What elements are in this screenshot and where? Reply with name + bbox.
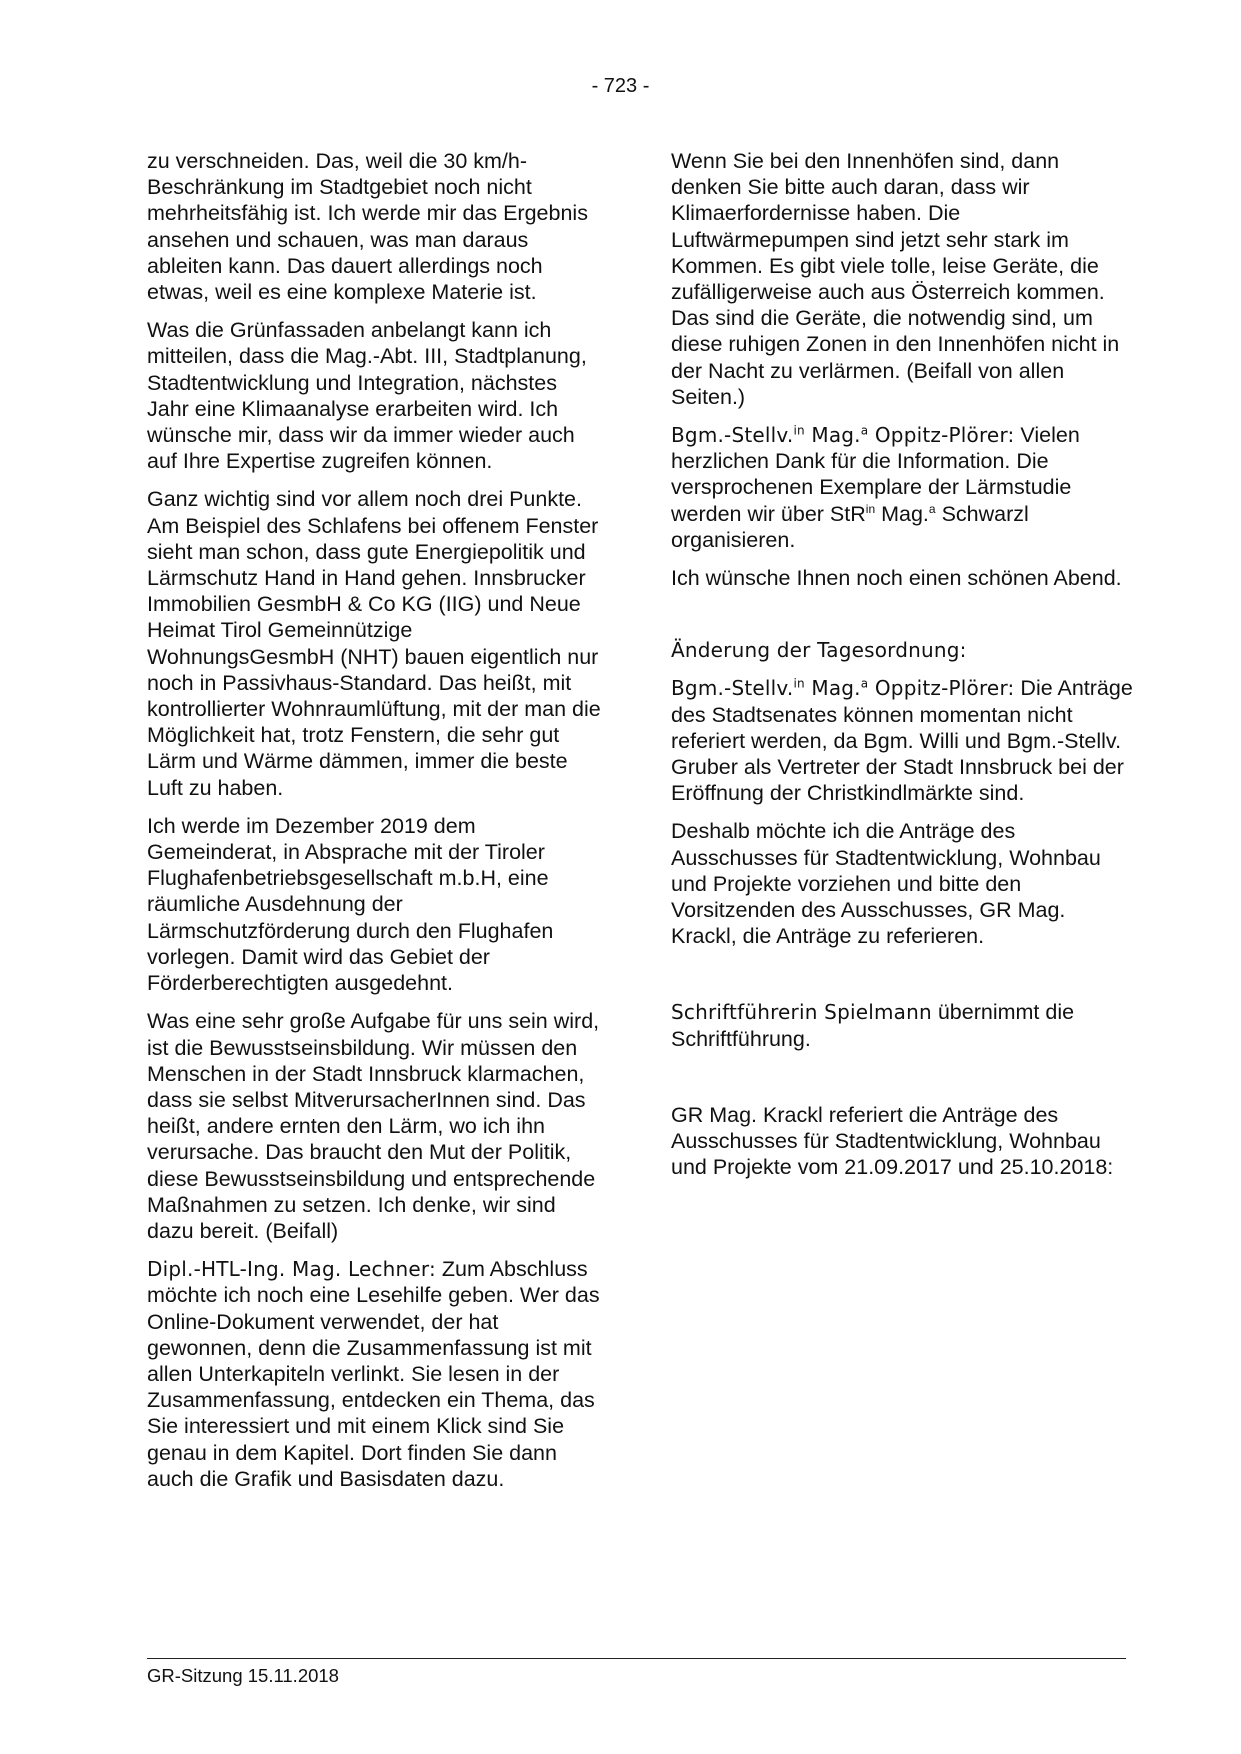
paragraph <box>671 675 1133 806</box>
paragraph: Wenn Sie bei den Innenhöfen sind, dann denken Sie bitte auch daran, dass wir Klimaerfordernisse haben. Die Luftwärmepumpen sind jetzt sehr stark im Kommen. Es gibt viele tolle, leise Geräte, die zufälligerweise auch aus Österreich kommen. Das sind die Geräte, die notwendig sind, um diese ruhigen Zonen in den Innenhöfen nicht in der Nacht zu verlärmen. (Beifall von allen Seiten.) <box>671 149 1120 409</box>
speech-text: übernimmt die Schriftführung. <box>671 1000 1075 1051</box>
paragraph: Ich wünsche Ihnen noch einen schönen Abend. <box>671 566 1122 591</box>
paragraph <box>671 422 1133 553</box>
footer-divider <box>147 1658 1126 1659</box>
paragraph <box>671 1102 1133 1181</box>
speech-text: Die Anträge des Stadtsenates können momentan nicht referiert werden, da Bgm. Willi und Bgm.-Stellv. Gruber als Vertreter der Stadt Innsbruck bei der Eröffnung der Christkindlmärkte sind. <box>671 676 1133 806</box>
speech-text: Vielen herzlichen Dank für die Information. Die versprochenen Exemplare der Lärmstudie werden wir über StR$^{in}$ Mag.$^a$ Schwarzl organisieren. <box>671 423 1080 552</box>
paragraph: zu verschneiden. Das, weil die 30 km/h-Beschränkung im Stadtgebiet noch nicht mehrheitsfähig ist. Ich werde mir das Ergebnis ansehen und schauen, was man daraus ableiten kann. Das dauert allerdings noch etwas, weil es eine komplexe Materie ist. <box>147 149 588 305</box>
section-heading: Änderung der Tagesordnung: <box>671 638 967 663</box>
paragraph: Deshalb möchte ich die Anträge des Ausschusses für Stadtentwicklung, Wohnbau und Projekte vorziehen und bitte den Vorsitzenden des Ausschusses, GR Mag. Krackl, die Anträge zu referieren. <box>671 819 1101 949</box>
paragraph <box>671 999 1133 1051</box>
paragraph: Ich werde im Dezember 2019 dem Gemeinderat, in Absprache mit der Tiroler Flughafenbetriebsgesellschaft m.b.H, eine räumliche Ausdehnung der Lärmschutzförderung durch den Flughafen vorlegen. Damit wird das Gebiet der Förderberechtigten ausgedehnt. <box>147 813 554 996</box>
speaker-name: Schriftführerin Spielmann <box>671 1000 932 1025</box>
footer-text: GR-Sitzung 15.11.2018 <box>147 1665 339 1686</box>
right-column <box>671 148 1133 1193</box>
page-number: - 723 - <box>591 75 650 97</box>
speaker-name: GR Mag. Krackl <box>671 1102 823 1127</box>
left-column <box>147 148 602 1504</box>
paragraph: Was die Grünfassaden anbelangt kann ich mitteilen, dass die Mag.-Abt. III, Stadtplanung, Stadtentwicklung und Integration, nächstes Jahr eine Klimaanalyse erarbeiten wird. Ich wünsche mir, dass wir da immer wieder auch auf Ihre Expertise zugreifen können. <box>147 318 587 474</box>
paragraph: Was eine sehr große Aufgabe für uns sein wird, ist die Bewusstseinsbildung. Wir müssen den Menschen in der Stadt Innsbruck klarmachen, dass sie selbst MitverursacherInnen sind. Das heißt, andere ernten den Lärm, wo ich ihn verursache. Das braucht den Mut der Politik, diese Bewusstseinsbildung und entsprechende Maßnahmen zu setzen. Ich denke, wir sind dazu bereit. (Beifall) <box>147 1009 600 1243</box>
paragraph: Ganz wichtig sind vor allem noch drei Punkte. Am Beispiel des Schlafens bei offenem Fenster sieht man schon, dass gute Energiepolitik und Lärmschutz Hand in Hand gehen. Innsbrucker Immobilien GesmbH & Co KG (IIG) und Neue Heimat Tirol Gemeinnützige WohnungsGesmbH (NHT) bauen eigentlich nur noch in Passivhaus-Standard. Das heißt, mit kontrollierter Wohnraumlüftung, mit der man die Möglichkeit hat, trotz Fenstern, die sehr gut Lärm und Wärme dämmen, immer die beste Luft zu haben. <box>147 487 601 800</box>
speaker-name: Bgm.-Stellv.$^{in}$ Mag.$^a$ Oppitz-Plörer: <box>671 423 1015 448</box>
paragraph <box>147 1256 602 1492</box>
speaker-name: Dipl.-HTL-Ing. Mag. Lechner: <box>147 1257 436 1282</box>
speaker-name: Bgm.-Stellv.$^{in}$ Mag.$^a$ Oppitz-Plörer: <box>671 676 1015 701</box>
speech-text: referiert die Anträge des Ausschusses für Stadtentwicklung, Wohnbau und Projekte vom 21.09.2017 und 25.10.2018: <box>671 1102 1114 1180</box>
speech-text: Zum Abschluss möchte ich noch eine Lesehilfe geben. Wer das Online-Dokument verwendet, der hat gewonnen, denn die Zusammenfassung ist mit allen Unterkapiteln verlinkt. Sie lesen in der Zusammenfassung, entdecken ein Thema, das Sie interessiert und mit einem Klick sind Sie genau in dem Kapitel. Dort finden Sie dann auch die Grafik und Basisdaten dazu. <box>147 1257 600 1491</box>
